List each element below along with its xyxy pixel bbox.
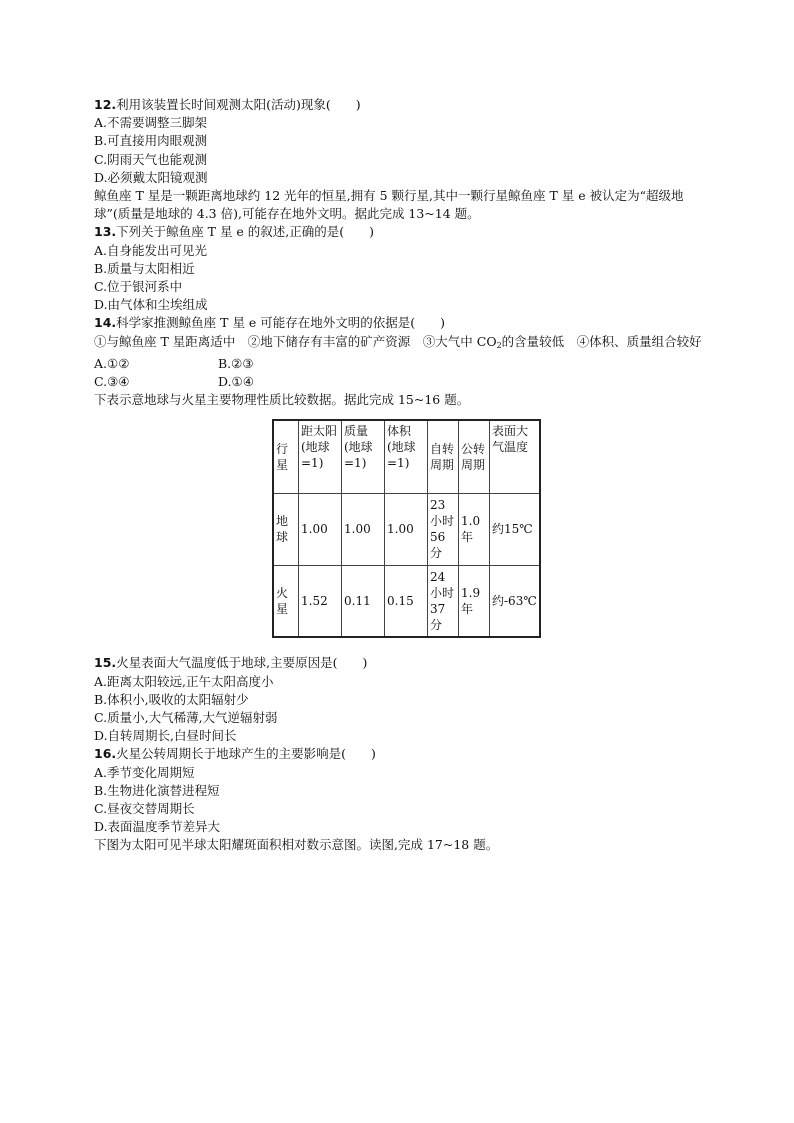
header-cell: 公转周期 [459, 420, 490, 493]
table-cell: 地球 [273, 493, 299, 565]
options-row [94, 373, 704, 391]
figure-intro: 下图为太阳可见半球太阳耀斑面积相对数示意图。读图,完成 17~18 题。 [94, 837, 499, 853]
option-b: B.可直接用肉眼观测 [94, 133, 208, 149]
table-cell: 约15℃ [490, 493, 540, 565]
question-15-stem: 15.火星表面大气温度低于地球,主要原因是( ) [94, 655, 368, 671]
option-d: D.由气体和尘埃组成 [94, 297, 208, 313]
question-14-conditions: ①与鲸鱼座 T 星距离适中 ②地下储存有丰富的矿产资源 ③大气中 $CO_2$的含量较低 ④体积、质量组合较好 [94, 333, 702, 350]
option-d: D.①④ [218, 374, 254, 390]
option-a: A.距离太阳较远,正午太阳高度小 [94, 673, 274, 689]
table-cell: 1.9年 [459, 565, 490, 637]
options-row [94, 355, 704, 373]
option-b: B.质量与太阳相近 [94, 260, 195, 276]
option-d: D.自转周期长,白昼时间长 [94, 728, 237, 744]
option-a: A.不需要调整三脚架 [94, 115, 208, 131]
header-cell: 行星 [273, 420, 299, 493]
table-cell: 1.00 [342, 493, 385, 565]
option-b: B.②③ [218, 355, 254, 371]
table-cell: 24小时37分 [428, 565, 459, 637]
header-cell: 自转周期 [428, 420, 459, 493]
question-16-stem: 16.火星公转周期长于地球产生的主要影响是( ) [94, 746, 376, 762]
option-b: B.生物进化演替进程短 [94, 782, 220, 798]
option-c: C.阴雨天气也能观测 [94, 151, 208, 167]
planet-table-container [272, 419, 704, 638]
option-d: D.表面温度季节差异大 [94, 819, 221, 835]
question-13-stem: 13.下列关于鲸鱼座 T 星 e 的叙述,正确的是( ) [94, 224, 375, 240]
table-row [273, 565, 540, 637]
header-cell: 体积(地球=1) [385, 420, 428, 493]
table-header-row [273, 420, 540, 493]
option-a: A.①② [94, 355, 130, 371]
table-cell: 1.00 [385, 493, 428, 565]
table-cell: 1.0年 [459, 493, 490, 565]
table-cell: 约-63℃ [490, 565, 540, 637]
worksheet [94, 96, 704, 855]
table-cell: 1.52 [299, 565, 342, 637]
option-a: A.自身能发出可见光 [94, 242, 208, 258]
planet-comparison-table [272, 419, 541, 638]
option-d: D.必须戴太阳镜观测 [94, 169, 208, 185]
table-cell: 火星 [273, 565, 299, 637]
table-cell: 0.11 [342, 565, 385, 637]
table-intro: 下表示意地球与火星主要物理性质比较数据。据此完成 15~16 题。 [94, 392, 470, 408]
question-12-stem: 12.利用该装置长时间观测太阳(活动)现象( ) [94, 97, 361, 112]
option-b: B.体积小,吸收的太阳辐射少 [94, 691, 249, 707]
header-cell: 表面大气温度 [490, 420, 540, 493]
option-c: C.位于银河系中 [94, 279, 183, 295]
table-cell: 1.00 [299, 493, 342, 565]
table-cell: 0.15 [385, 565, 428, 637]
spacer [94, 638, 704, 654]
question-14-stem: 14.科学家推测鲸鱼座 T 星 e 可能存在地外文明的依据是( ) [94, 315, 446, 331]
header-cell: 质量(地球=1) [342, 420, 385, 493]
table-row [273, 493, 540, 565]
option-c: C.质量小,大气稀薄,大气逆辐射弱 [94, 710, 278, 726]
option-a: A.季节变化周期短 [94, 764, 195, 780]
option-c: C.昼夜交替周期长 [94, 801, 195, 817]
header-cell: 距太阳(地球=1) [299, 420, 342, 493]
option-c: C.③④ [94, 374, 130, 390]
passage-intro: 鲸鱼座 T 星是一颗距离地球约 12 光年的恒星,拥有 5 颗行星,其中一颗行星鲸鱼座 T 星 e 被认定为“超级地球”(质量是地球的 4.3 倍),可能存在地外文明。据此完成 13~14 题。 [94, 188, 684, 222]
table-cell: 23小时56分 [428, 493, 459, 565]
